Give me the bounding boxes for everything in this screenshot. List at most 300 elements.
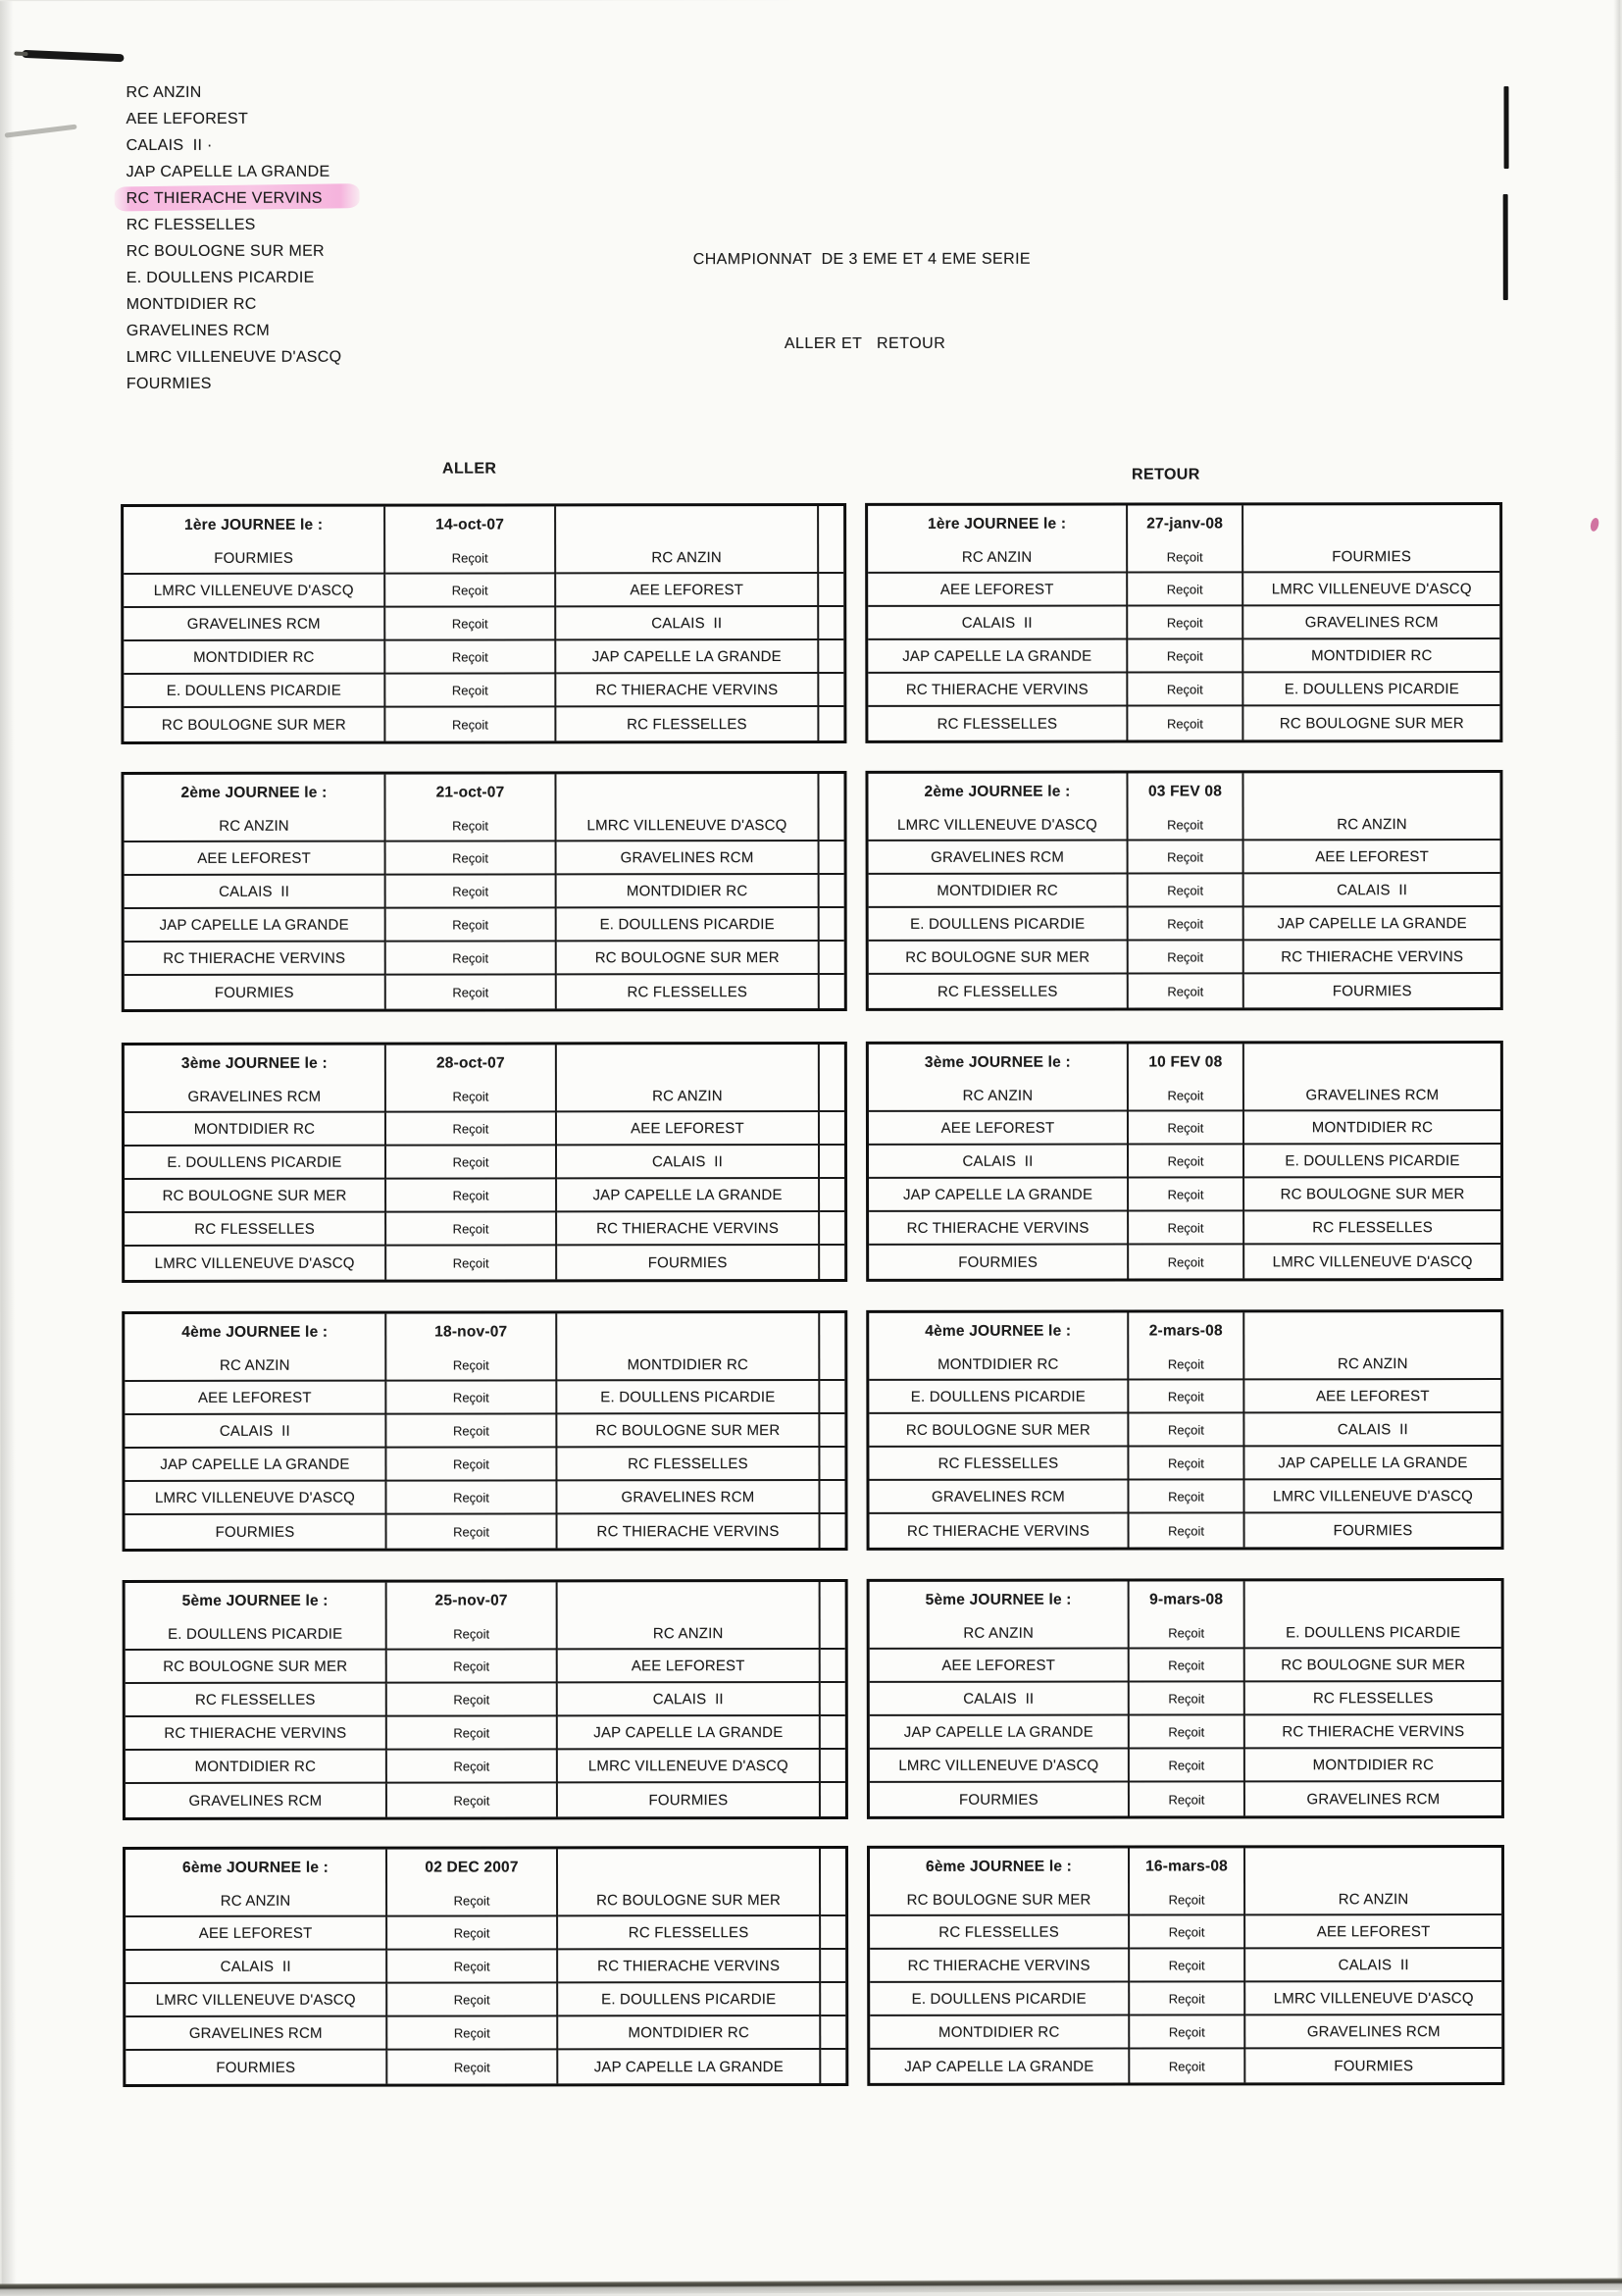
home-header-cell xyxy=(125,1314,386,1382)
team-list-item: RC FLESSELLES xyxy=(126,216,256,233)
home-team: MONTDIDIER RC xyxy=(869,875,1129,908)
receives-label: Reçoit xyxy=(385,640,556,674)
home-team: LMRC VILLENEUVE D'ASCQ xyxy=(126,1984,387,2017)
aller-table-round-1 xyxy=(121,503,846,744)
away-team: MONTDIDIER RC xyxy=(557,875,820,908)
journee-date: 2-mars-08 xyxy=(1148,1321,1223,1340)
date-header-cell xyxy=(1130,1581,1245,1649)
receives-label: Reçoit xyxy=(452,817,488,834)
receives-label: Reçoit xyxy=(386,1179,557,1212)
away-team: FOURMIES xyxy=(1332,547,1412,565)
away-team: RC ANZIN xyxy=(652,1087,723,1104)
home-header-cell xyxy=(868,774,1128,842)
empty-header-space xyxy=(556,774,817,810)
home-team: RC BOULOGNE SUR MER xyxy=(124,708,385,741)
away-team: LMRC VILLENEUVE D'ASCQ xyxy=(586,816,787,834)
spacer-cell xyxy=(820,1045,844,1112)
receives-label: Reçoit xyxy=(386,1112,557,1146)
home-team: FOURMIES xyxy=(214,549,294,567)
receives-label: Reçoit xyxy=(453,1892,490,1909)
away-header-cell xyxy=(556,506,819,574)
spacer-cell xyxy=(820,1481,844,1514)
away-team: GRAVELINES RCM xyxy=(557,842,820,875)
away-team: LMRC VILLENEUVE D'ASCQ xyxy=(1243,573,1499,606)
home-team: RC FLESSELLES xyxy=(869,975,1129,1008)
away-team: RC BOULOGNE SUR MER xyxy=(557,1414,820,1448)
away-team: LMRC VILLENEUVE D'ASCQ xyxy=(558,1750,821,1783)
home-team: FOURMIES xyxy=(870,1783,1130,1816)
home-team: MONTDIDIER RC xyxy=(870,2016,1130,2050)
empty-header-space xyxy=(1243,505,1499,541)
home-team: RC THIERACHE VERVINS xyxy=(869,1212,1129,1246)
away-team: AEE LEFOREST xyxy=(1244,1380,1500,1413)
away-team: JAP CAPELLE LA GRANDE xyxy=(557,1179,820,1212)
empty-header-space xyxy=(557,1313,818,1350)
away-team: RC THIERACHE VERVINS xyxy=(1245,1715,1501,1749)
spacer-cell xyxy=(821,1950,845,1983)
spacer-cell xyxy=(820,1146,844,1179)
receives-label: Reçoit xyxy=(385,707,556,740)
away-team: MONTDIDIER RC xyxy=(627,1355,749,1373)
home-header-cell xyxy=(870,1849,1130,1916)
home-team: LMRC VILLENEUVE D'ASCQ xyxy=(125,1247,386,1280)
receives-label: Reçoit xyxy=(387,1650,558,1683)
pink-ink-dot xyxy=(1590,517,1600,533)
away-team: RC FLESSELLES xyxy=(556,707,819,740)
journee-label: 4ème JOURNEE le : xyxy=(925,1322,1072,1340)
receives-label: Reçoit xyxy=(1167,1355,1204,1371)
away-team: E. DOULLENS PICARDIE xyxy=(557,908,820,942)
receives-label: Reçoit xyxy=(1129,1211,1244,1245)
home-team: CALAIS II xyxy=(125,876,386,909)
empty-header-space xyxy=(556,506,817,542)
home-team: RC FLESSELLES xyxy=(868,707,1128,740)
journee-label: 4ème JOURNEE le : xyxy=(181,1323,329,1341)
spacer-cell xyxy=(820,942,844,975)
home-team: AEE LEFOREST xyxy=(868,574,1128,607)
team-list-item: GRAVELINES RCM xyxy=(126,322,271,339)
receives-label: Reçoit xyxy=(386,842,557,875)
journee-label: 1ère JOURNEE le : xyxy=(183,516,324,534)
empty-header-space xyxy=(557,1045,818,1081)
away-team: RC THIERACHE VERVINS xyxy=(556,674,819,707)
team-list-item: CALAIS II · xyxy=(126,136,213,154)
away-header-cell xyxy=(1243,773,1499,841)
team-list xyxy=(126,79,341,397)
away-team: CALAIS II xyxy=(1244,1413,1500,1447)
home-team: JAP CAPELLE LA GRANDE xyxy=(125,909,386,943)
journee-label: 3ème JOURNEE le : xyxy=(180,1054,328,1072)
spacer-cell xyxy=(820,842,844,875)
journee-date: 16-mars-08 xyxy=(1145,1857,1228,1875)
journee-label: 2ème JOURNEE le : xyxy=(924,783,1071,800)
spacer-cell xyxy=(819,607,843,640)
away-header-cell xyxy=(558,1849,821,1916)
home-team: GRAVELINES RCM xyxy=(126,2017,387,2051)
spacer-cell xyxy=(821,1514,845,1548)
home-team: LMRC VILLENEUVE D'ASCQ xyxy=(870,1750,1130,1783)
team-list-item-highlighted: RC THIERACHE VERVINS xyxy=(127,185,342,212)
away-team: RC BOULOGNE SUR MER xyxy=(596,1891,782,1909)
away-team: RC FLESSELLES xyxy=(1245,1682,1501,1715)
home-team: E. DOULLENS PICARDIE xyxy=(869,1381,1129,1414)
home-team: AEE LEFOREST xyxy=(869,1112,1129,1146)
receives-label: Reçoit xyxy=(1130,1782,1245,1815)
date-header-cell xyxy=(387,1849,558,1916)
journee-label: 5ème JOURNEE le : xyxy=(925,1591,1072,1608)
receives-label: Reçoit xyxy=(386,942,557,975)
away-team: E. DOULLENS PICARDIE xyxy=(558,1983,821,2016)
away-team: RC THIERACHE VERVINS xyxy=(558,1950,821,1983)
receives-label: Reçoit xyxy=(386,1212,557,1246)
home-team: AEE LEFOREST xyxy=(125,1382,386,1415)
away-header-cell xyxy=(1244,1044,1500,1111)
away-team: GRAVELINES RCM xyxy=(557,1481,820,1514)
home-team: FOURMIES xyxy=(126,2051,387,2084)
home-team: RC ANZIN xyxy=(220,1892,291,1910)
away-team: RC BOULOGNE SUR MER xyxy=(1279,714,1464,732)
receives-label: Reçoit xyxy=(387,1916,558,1950)
spacer-cell xyxy=(820,1448,844,1481)
receives-label: Reçoit xyxy=(1129,1413,1244,1447)
away-team: GRAVELINES RCM xyxy=(1306,1790,1441,1808)
home-header-cell xyxy=(124,507,385,575)
aller-table-round-4 xyxy=(122,1310,847,1552)
home-team: LMRC VILLENEUVE D'ASCQ xyxy=(124,575,385,608)
away-team: RC ANZIN xyxy=(651,548,722,566)
journee-label: 1ère JOURNEE le : xyxy=(927,515,1067,533)
home-team: JAP CAPELLE LA GRANDE xyxy=(870,2050,1130,2083)
home-header-cell xyxy=(869,1313,1129,1381)
spacer-cell xyxy=(820,1381,844,1414)
journee-date: 25-nov-07 xyxy=(434,1591,508,1609)
spacer-cell xyxy=(820,1414,844,1448)
home-team: CALAIS II xyxy=(126,1951,387,1984)
spacer-cell xyxy=(821,1916,845,1950)
home-header-cell xyxy=(870,1582,1130,1650)
empty-header-space xyxy=(1243,773,1499,809)
home-team: MONTDIDIER RC xyxy=(938,1355,1059,1373)
page-subtitle: ALLER ET RETOUR xyxy=(784,334,946,353)
away-team: CALAIS II xyxy=(1244,874,1500,907)
retour-section-label: RETOUR xyxy=(1132,466,1200,484)
away-team: JAP CAPELLE LA GRANDE xyxy=(558,2050,821,2083)
away-team: JAP CAPELLE LA GRANDE xyxy=(1244,1447,1500,1480)
home-team: RC FLESSELLES xyxy=(869,1448,1129,1481)
away-header-cell xyxy=(1243,505,1499,573)
receives-label: Reçoit xyxy=(1130,1915,1245,1949)
away-team: FOURMIES xyxy=(1334,2057,1414,2074)
away-team: RC BOULOGNE SUR MER xyxy=(1245,1649,1501,1682)
retour-table-round-5 xyxy=(867,1578,1504,1819)
empty-header-space xyxy=(1244,1044,1500,1080)
retour-table-round-2 xyxy=(865,770,1502,1011)
empty-header-space xyxy=(558,1582,819,1618)
receives-label: Reçoit xyxy=(1130,1949,1245,1982)
receives-label: Reçoit xyxy=(1129,1111,1244,1145)
spacer-cell xyxy=(820,875,844,908)
journee-label: 3ème JOURNEE le : xyxy=(924,1053,1071,1071)
away-team: RC BOULOGNE SUR MER xyxy=(1244,1178,1500,1211)
away-header-cell xyxy=(556,774,819,842)
receives-label: Reçoit xyxy=(1130,1649,1245,1682)
receives-label: Reçoit xyxy=(1168,1624,1205,1640)
home-team: RC ANZIN xyxy=(963,1624,1035,1642)
journee-date: 28-oct-07 xyxy=(435,1053,505,1072)
journee-date: 10 FEV 08 xyxy=(1148,1052,1223,1071)
receives-label: Reçoit xyxy=(387,2016,558,2050)
home-team: RC FLESSELLES xyxy=(870,1916,1130,1950)
receives-label: Reçoit xyxy=(1130,2015,1245,2049)
journee-date: 14-oct-07 xyxy=(435,515,505,534)
spacer-cell xyxy=(820,1112,844,1146)
date-header-cell xyxy=(385,774,556,842)
receives-label: Reçoit xyxy=(386,1381,557,1414)
home-team: RC BOULOGNE SUR MER xyxy=(869,942,1129,975)
home-team: RC BOULOGNE SUR MER xyxy=(125,1180,386,1213)
right-margin-line-mark-2 xyxy=(1503,194,1508,300)
spacer-cell xyxy=(821,1582,845,1650)
receives-label: Reçoit xyxy=(1168,1891,1205,1907)
home-team: RC THIERACHE VERVINS xyxy=(870,1950,1130,1983)
spacer-cell xyxy=(819,640,843,674)
home-team: RC ANZIN xyxy=(219,1356,290,1374)
spacer-cell xyxy=(820,1212,844,1246)
receives-label: Reçoit xyxy=(1129,1245,1244,1278)
away-team: RC BOULOGNE SUR MER xyxy=(557,942,820,975)
away-team: RC ANZIN xyxy=(1338,1890,1409,1908)
receives-label: Reçoit xyxy=(1129,1178,1244,1211)
journee-date: 18-nov-07 xyxy=(434,1322,508,1341)
receives-label: Reçoit xyxy=(1128,639,1243,673)
journee-date: 02 DEC 2007 xyxy=(425,1858,519,1876)
spacer-cell xyxy=(821,2016,845,2050)
retour-table-round-6 xyxy=(867,1845,1504,2086)
home-team: GRAVELINES RCM xyxy=(124,608,385,641)
receives-label: Reçoit xyxy=(1129,1447,1244,1480)
home-team: E. DOULLENS PICARDIE xyxy=(168,1625,343,1643)
spacer-cell xyxy=(821,1783,845,1816)
date-header-cell xyxy=(1129,1044,1244,1111)
away-team: CALAIS II xyxy=(556,607,819,640)
away-team: E. DOULLENS PICARDIE xyxy=(1244,1145,1500,1178)
receives-label: Reçoit xyxy=(387,1983,558,2016)
empty-header-space xyxy=(558,1849,819,1885)
date-header-cell xyxy=(1128,505,1243,573)
receives-label: Reçoit xyxy=(1166,548,1203,564)
away-team: FOURMIES xyxy=(1333,1521,1413,1539)
away-team: CALAIS II xyxy=(558,1683,821,1716)
receives-label: Reçoit xyxy=(1128,606,1243,639)
away-header-cell xyxy=(1245,1581,1501,1649)
team-list-item: RC BOULOGNE SUR MER xyxy=(126,242,325,260)
team-list-item: FOURMIES xyxy=(126,375,212,392)
receives-label: Reçoit xyxy=(1167,1087,1204,1102)
home-team: CALAIS II xyxy=(869,1146,1129,1179)
team-list-item: JAP CAPELLE LA GRANDE xyxy=(126,163,330,180)
home-team: RC THIERACHE VERVINS xyxy=(870,1514,1130,1548)
home-team: GRAVELINES RCM xyxy=(869,842,1129,875)
receives-label: Reçoit xyxy=(1130,2049,1245,2082)
receives-label: Reçoit xyxy=(1128,673,1243,706)
empty-header-space xyxy=(1245,1848,1501,1884)
away-team: AEE LEFOREST xyxy=(1244,841,1500,874)
receives-label: Reçoit xyxy=(385,674,556,707)
paper-left-edge-shadow xyxy=(0,1,20,2294)
receives-label: Reçoit xyxy=(1129,907,1244,941)
receives-label: Reçoit xyxy=(453,1625,490,1642)
away-team: JAP CAPELLE LA GRANDE xyxy=(1244,907,1500,941)
home-team: RC BOULOGNE SUR MER xyxy=(869,1414,1129,1448)
away-team: JAP CAPELLE LA GRANDE xyxy=(558,1716,821,1750)
away-team: RC FLESSELLES xyxy=(557,1448,820,1481)
receives-label: Reçoit xyxy=(387,1716,558,1750)
spacer-cell xyxy=(821,1849,845,1916)
away-team: GRAVELINES RCM xyxy=(1243,606,1499,639)
spacer-cell xyxy=(819,574,843,607)
receives-label: Reçoit xyxy=(1128,573,1243,606)
away-header-cell xyxy=(1245,1848,1501,1915)
receives-label: Reçoit xyxy=(1129,941,1244,974)
away-team: LMRC VILLENEUVE D'ASCQ xyxy=(1244,1480,1500,1513)
receives-label: Reçoit xyxy=(387,2050,558,2083)
retour-table-round-4 xyxy=(866,1309,1503,1551)
receives-label: Reçoit xyxy=(1167,816,1203,832)
date-header-cell xyxy=(1128,773,1243,841)
away-team: FOURMIES xyxy=(1332,982,1412,999)
away-team: RC FLESSELLES xyxy=(558,1916,821,1950)
receives-label: Reçoit xyxy=(387,1950,558,1983)
receives-label: Reçoit xyxy=(452,1088,489,1104)
away-team: RC ANZIN xyxy=(652,1624,724,1642)
home-team: LMRC VILLENEUVE D'ASCQ xyxy=(125,1482,386,1515)
date-header-cell xyxy=(1129,1312,1244,1380)
away-team: RC ANZIN xyxy=(1337,1354,1408,1372)
receives-label: Reçoit xyxy=(386,1246,557,1279)
retour-table-round-1 xyxy=(865,502,1502,743)
home-team: RC THIERACHE VERVINS xyxy=(126,1717,387,1751)
receives-label: Reçoit xyxy=(1129,1480,1244,1513)
home-team: RC ANZIN xyxy=(962,1087,1034,1104)
receives-label: Reçoit xyxy=(1129,1145,1244,1178)
receives-label: Reçoit xyxy=(386,875,557,908)
home-header-cell xyxy=(869,1045,1129,1112)
home-team: CALAIS II xyxy=(868,607,1128,640)
home-team: RC FLESSELLES xyxy=(125,1213,386,1247)
paper-right-edge-shadow xyxy=(1613,0,1622,2292)
home-team: AEE LEFOREST xyxy=(126,1917,387,1951)
home-team: E. DOULLENS PICARDIE xyxy=(870,1983,1130,2016)
home-team: GRAVELINES RCM xyxy=(869,1481,1129,1514)
away-header-cell xyxy=(557,1045,820,1112)
away-team: AEE LEFOREST xyxy=(557,1112,820,1146)
away-team: MONTDIDIER RC xyxy=(1245,1749,1501,1782)
date-header-cell xyxy=(385,506,556,574)
home-header-cell xyxy=(125,1046,386,1113)
away-header-cell xyxy=(1244,1312,1500,1380)
away-team: LMRC VILLENEUVE D'ASCQ xyxy=(1245,1982,1501,2015)
home-header-cell xyxy=(124,775,385,842)
home-team: RC BOULOGNE SUR MER xyxy=(906,1891,1091,1909)
home-team: JAP CAPELLE LA GRANDE xyxy=(868,640,1128,674)
receives-label: Reçoit xyxy=(1130,1682,1245,1715)
receives-label: Reçoit xyxy=(1129,874,1244,907)
receives-label: Reçoit xyxy=(1129,841,1244,874)
receives-label: Reçoit xyxy=(1128,706,1243,740)
journee-date: 27-janv-08 xyxy=(1146,514,1224,533)
journee-label: 6ème JOURNEE le : xyxy=(182,1859,329,1876)
receives-label: Reçoit xyxy=(1130,1982,1245,2015)
away-team: MONTDIDIER RC xyxy=(1244,1111,1500,1145)
receives-label: Reçoit xyxy=(1130,1513,1245,1547)
journee-date: 21-oct-07 xyxy=(435,783,505,801)
aller-table-round-3 xyxy=(122,1042,847,1283)
receives-label: Reçoit xyxy=(386,908,557,942)
away-team: E. DOULLENS PICARDIE xyxy=(1243,673,1499,706)
date-header-cell xyxy=(386,1045,557,1112)
home-team: MONTDIDIER RC xyxy=(126,1751,387,1784)
page-title: CHAMPIONNAT DE 3 EME ET 4 EME SERIE xyxy=(692,250,1032,269)
journee-label: 6ème JOURNEE le : xyxy=(926,1858,1073,1875)
staple-pen-mark xyxy=(22,50,124,62)
home-team: FOURMIES xyxy=(125,976,386,1009)
home-team: JAP CAPELLE LA GRANDE xyxy=(869,1179,1129,1212)
spacer-cell xyxy=(819,506,843,574)
spacer-cell xyxy=(821,1716,845,1750)
receives-label: Reçoit xyxy=(386,975,557,1008)
spacer-cell xyxy=(820,908,844,942)
team-list-item: RC ANZIN xyxy=(126,83,202,101)
home-team: E. DOULLENS PICARDIE xyxy=(869,908,1129,942)
away-team: AEE LEFOREST xyxy=(558,1650,821,1683)
spacer-cell xyxy=(820,1246,844,1279)
receives-label: Reçoit xyxy=(451,549,488,566)
aller-section-label: ALLER xyxy=(442,460,497,478)
home-team: RC THIERACHE VERVINS xyxy=(125,943,386,976)
away-team: FOURMIES xyxy=(557,1246,820,1279)
home-team: CALAIS II xyxy=(125,1415,386,1449)
receives-label: Reçoit xyxy=(1130,1749,1245,1782)
home-team: RC FLESSELLES xyxy=(126,1684,387,1717)
empty-header-space xyxy=(1245,1581,1501,1617)
home-team: E. DOULLENS PICARDIE xyxy=(125,1147,386,1180)
empty-header-space xyxy=(1244,1312,1500,1349)
away-team: LMRC VILLENEUVE D'ASCQ xyxy=(1272,1252,1473,1270)
receives-label: Reçoit xyxy=(387,1683,558,1716)
receives-label: Reçoit xyxy=(386,1448,557,1481)
receives-label: Reçoit xyxy=(387,1783,558,1816)
spacer-cell xyxy=(821,1650,845,1683)
retour-table-round-3 xyxy=(866,1041,1503,1282)
home-team: FOURMIES xyxy=(126,1515,387,1549)
receives-label: Reçoit xyxy=(387,1750,558,1783)
aller-table-round-5 xyxy=(123,1579,848,1820)
away-team: RC ANZIN xyxy=(1337,815,1407,833)
away-team: E. DOULLENS PICARDIE xyxy=(1286,1623,1461,1641)
home-team: GRAVELINES RCM xyxy=(126,1784,387,1817)
home-team: JAP CAPELLE LA GRANDE xyxy=(125,1449,386,1482)
home-header-cell xyxy=(868,506,1128,574)
away-team: FOURMIES xyxy=(558,1783,821,1816)
receives-label: Reçoit xyxy=(1129,1380,1244,1413)
journee-label: 5ème JOURNEE le : xyxy=(181,1592,329,1609)
journee-date: 03 FEV 08 xyxy=(1147,782,1223,800)
home-team: FOURMIES xyxy=(869,1246,1129,1279)
receives-label: Reçoit xyxy=(452,1356,489,1373)
home-team: AEE LEFOREST xyxy=(870,1650,1130,1683)
home-team: RC ANZIN xyxy=(961,548,1033,566)
aller-table-round-2 xyxy=(121,771,846,1012)
